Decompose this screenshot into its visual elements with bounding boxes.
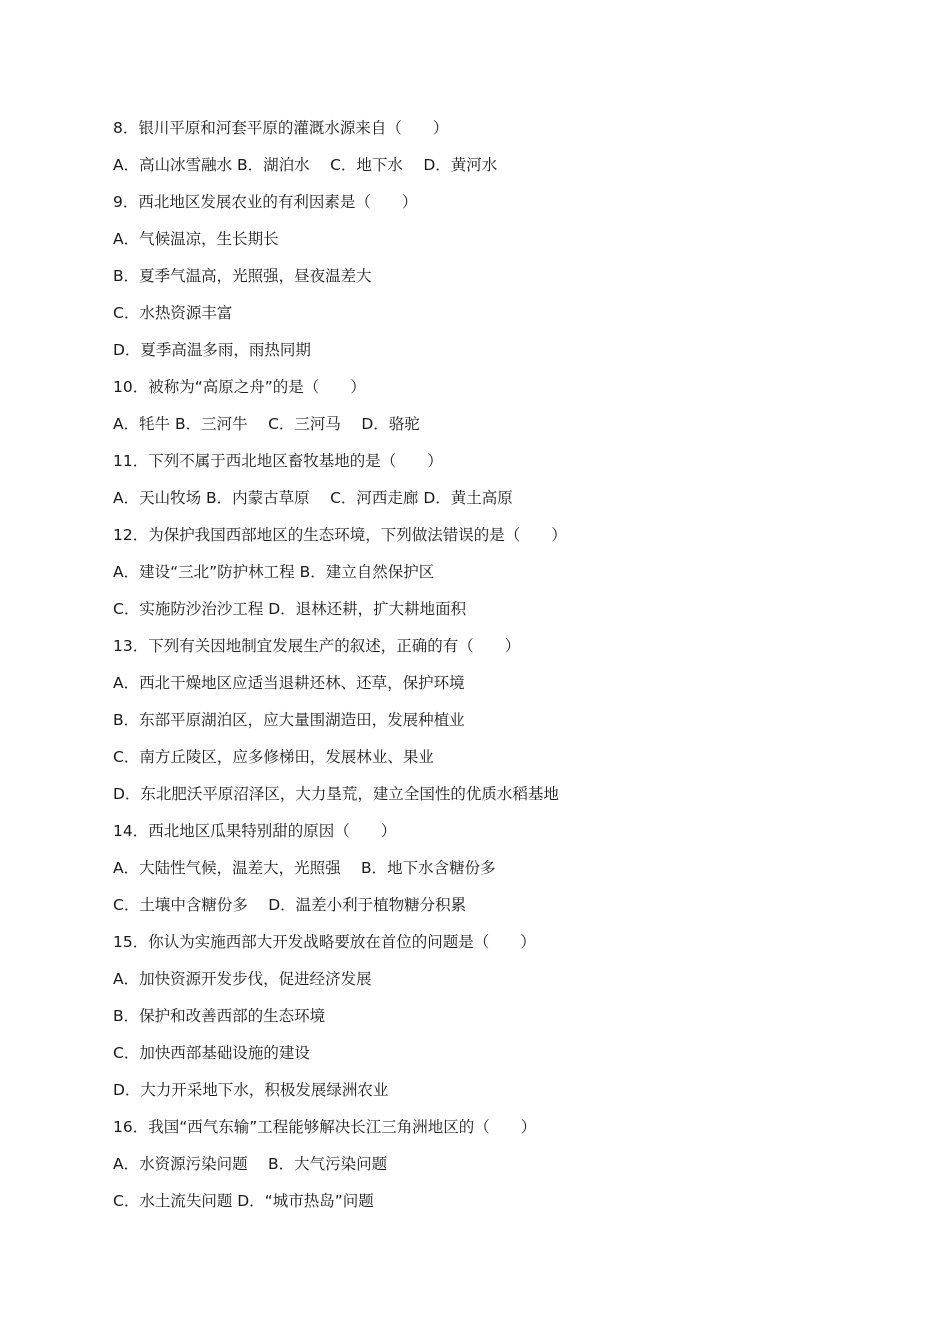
question-15-option-c: C．加快西部基础设施的建设 bbox=[113, 1044, 310, 1062]
question-13-option-b: B．东部平原湖泊区，应大量围湖造田，发展种植业 bbox=[113, 711, 465, 729]
question-13-option-d: D．东北肥沃平原沼泽区，大力垦荒，建立全国性的优质水稻基地 bbox=[113, 785, 559, 803]
question-12-options-ab: A．建设“三北”防护林工程 B．建立自然保护区 bbox=[113, 563, 435, 581]
question-14-options-cd: C．土壤中含糖份多 D．温差小利于植物糖分积累 bbox=[113, 896, 467, 914]
question-15-option-b: B．保护和改善西部的生态环境 bbox=[113, 1007, 326, 1025]
question-10-options: A．牦牛 B．三河牛 C．三河马 D．骆驼 bbox=[113, 415, 420, 433]
question-10-stem: 10．被称为“高原之舟”的是（ ） bbox=[113, 378, 366, 396]
question-16-options-ab: A．水资源污染问题 B．大气污染问题 bbox=[113, 1155, 388, 1173]
question-15-option-d: D．大力开采地下水，积极发展绿洲农业 bbox=[113, 1081, 389, 1099]
question-13-stem: 13．下列有关因地制宜发展生产的叙述，正确的有（ ） bbox=[113, 637, 521, 655]
question-8-stem: 8．银川平原和河套平原的灌溉水源来自（ ） bbox=[113, 119, 449, 137]
question-15-option-a: A．加快资源开发步伐，促进经济发展 bbox=[113, 970, 372, 988]
question-8-options: A．高山冰雪融水 B．湖泊水 C．地下水 D．黄河水 bbox=[113, 156, 498, 174]
question-16-options-cd: C．水土流失问题 D．“城市热岛”问题 bbox=[113, 1192, 374, 1210]
question-11-options: A．天山牧场 B．内蒙古草原 C．河西走廊 D．黄土高原 bbox=[113, 489, 513, 507]
question-9-stem: 9．西北地区发展农业的有利因素是（ ） bbox=[113, 193, 418, 211]
question-12-options-cd: C．实施防沙治沙工程 D．退林还耕，扩大耕地面积 bbox=[113, 600, 467, 618]
question-9-option-d: D．夏季高温多雨，雨热同期 bbox=[113, 341, 311, 359]
question-16-stem: 16．我国“西气东输”工程能够解决长江三角洲地区的（ ） bbox=[113, 1118, 537, 1136]
question-12-stem: 12．为保护我国西部地区的生态环境，下列做法错误的是（ ） bbox=[113, 526, 567, 544]
question-9-option-a: A．气候温凉，生长期长 bbox=[113, 230, 279, 248]
question-14-options-ab: A．大陆性气候，温差大，光照强 B．地下水含糖份多 bbox=[113, 859, 496, 877]
question-13-option-c: C．南方丘陵区，应多修梯田，发展林业、果业 bbox=[113, 748, 434, 766]
question-14-stem: 14．西北地区瓜果特别甜的原因（ ） bbox=[113, 822, 397, 840]
question-15-stem: 15．你认为实施西部大开发战略要放在首位的问题是（ ） bbox=[113, 933, 536, 951]
question-9-option-c: C．水热资源丰富 bbox=[113, 304, 233, 322]
question-list bbox=[113, 115, 893, 1225]
question-9-option-b: B．夏季气温高，光照强，昼夜温差大 bbox=[113, 267, 372, 285]
question-13-option-a: A．西北干燥地区应适当退耕还林、还草，保护环境 bbox=[113, 674, 465, 692]
question-11-stem: 11．下列不属于西北地区畜牧基地的是（ ） bbox=[113, 452, 443, 470]
